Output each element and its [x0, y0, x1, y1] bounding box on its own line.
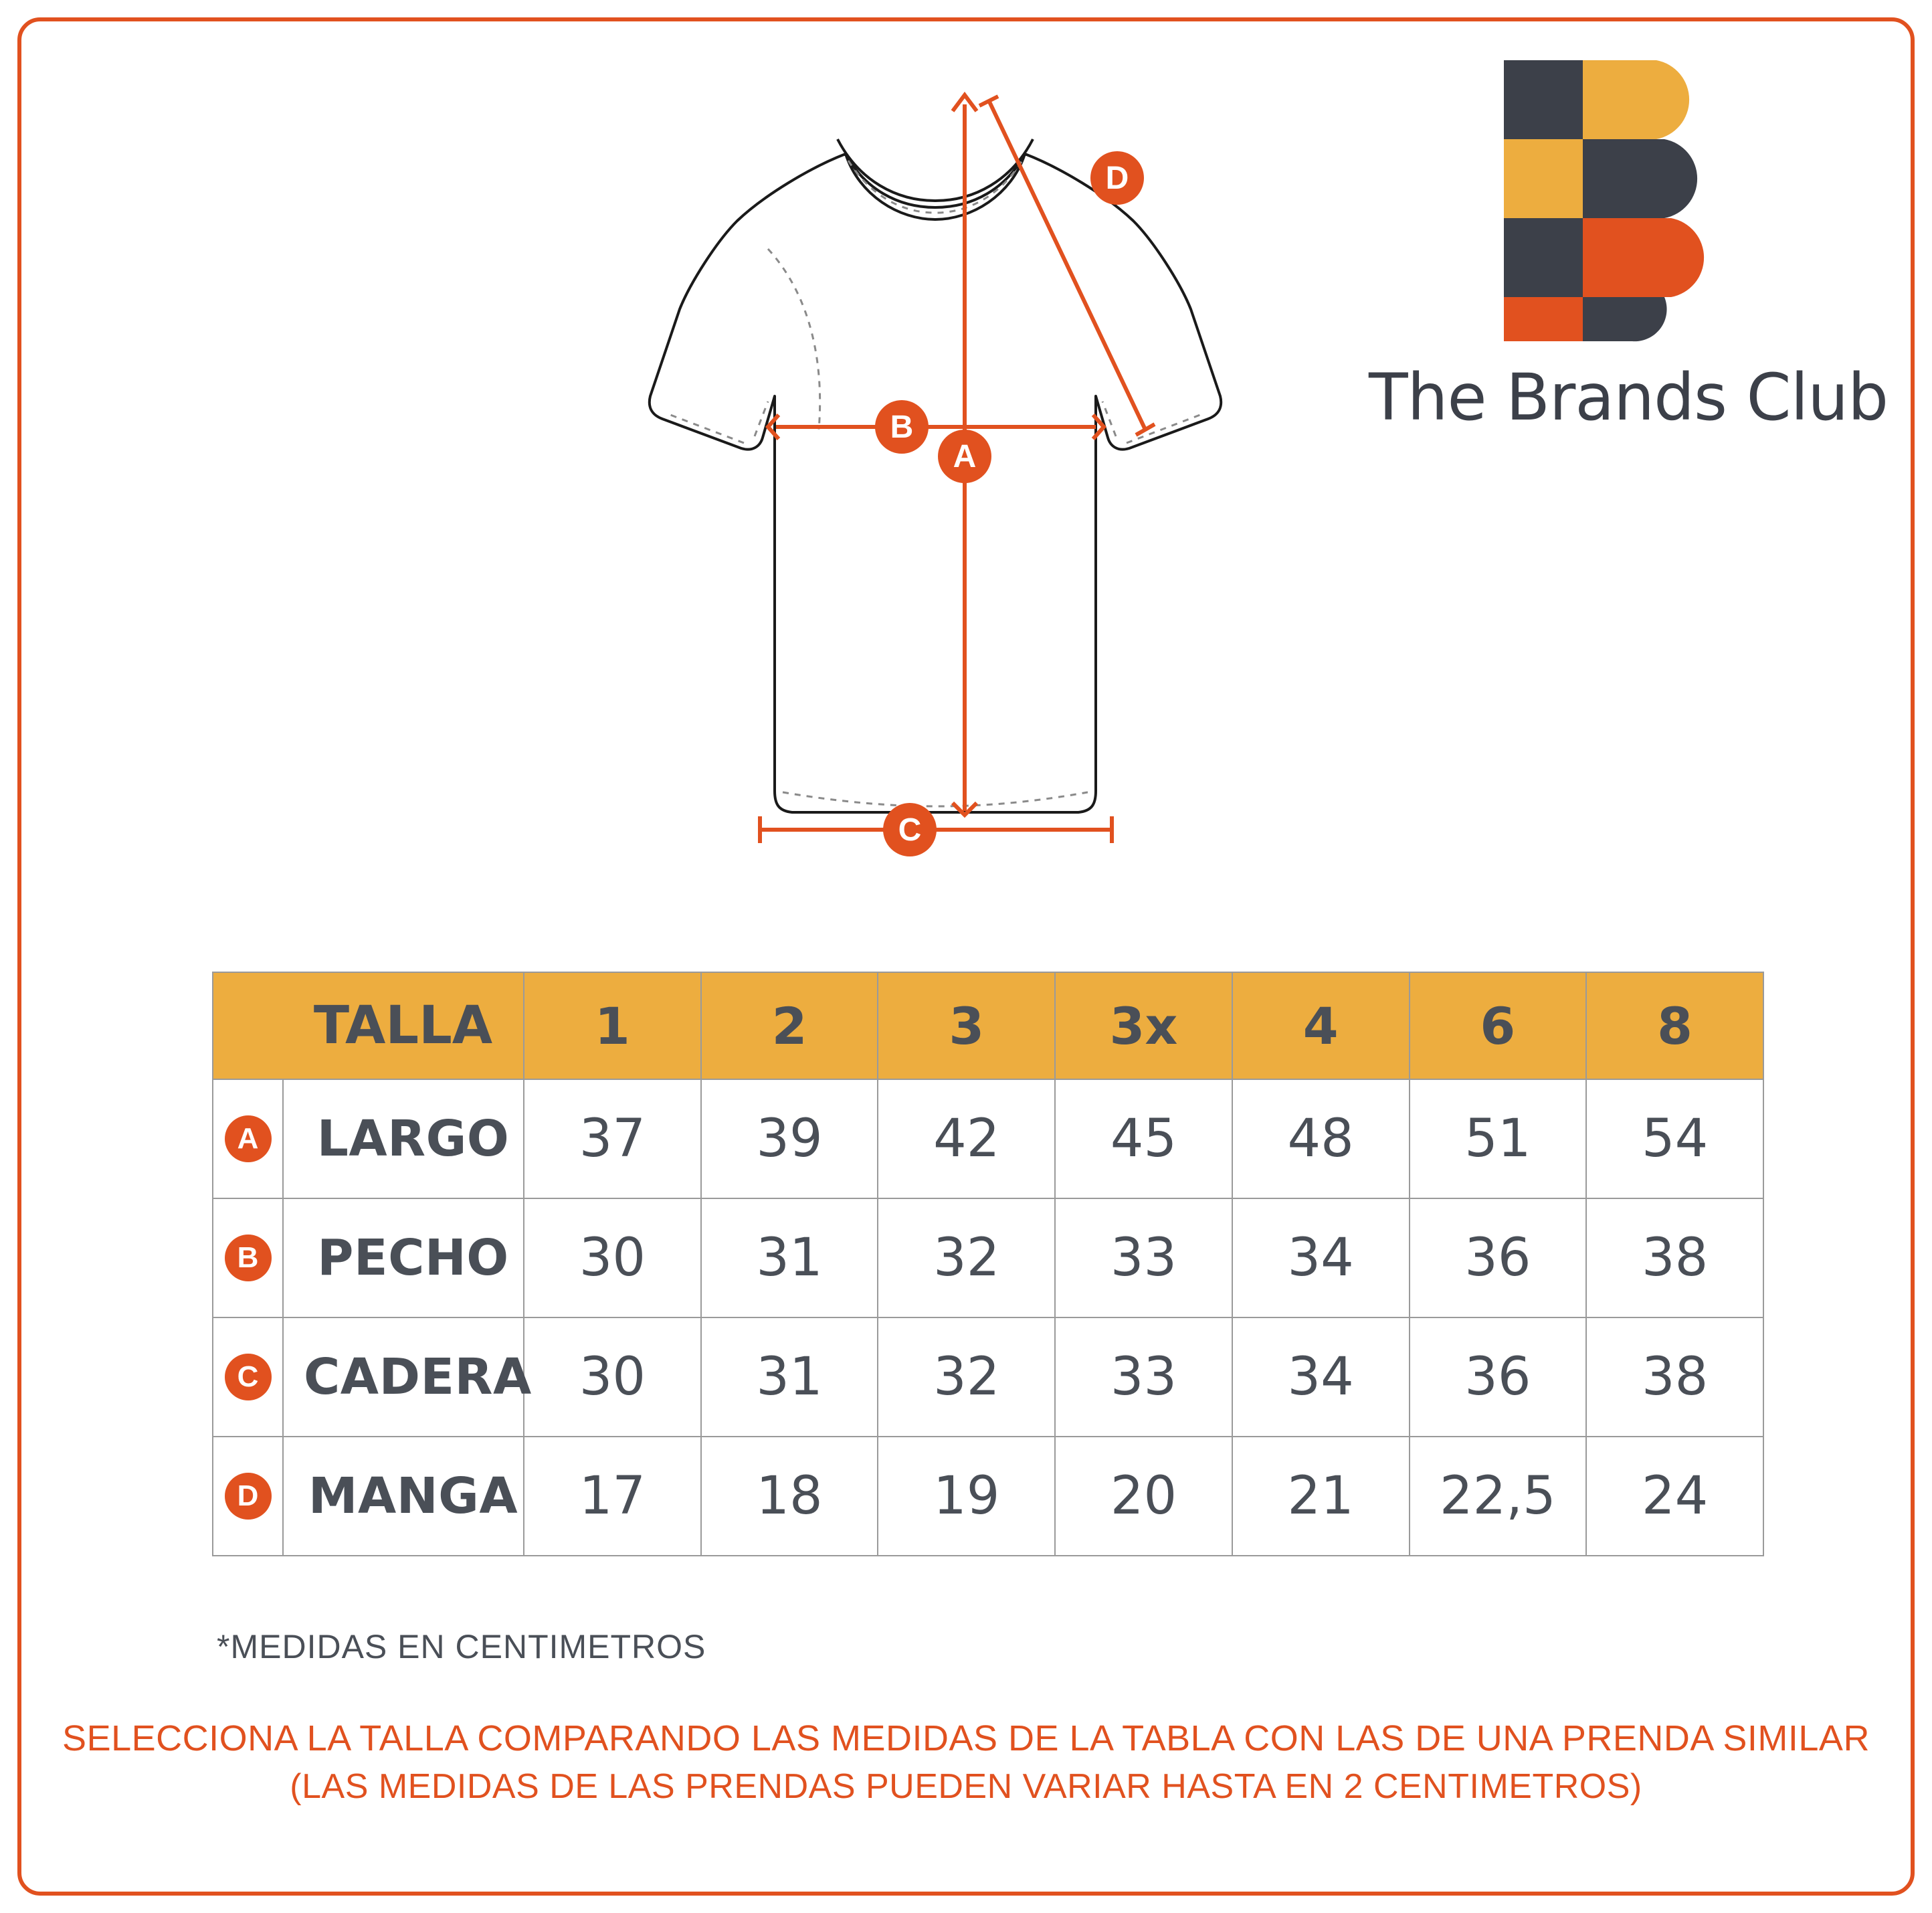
units-note: *MEDIDAS EN CENTIMETROS [217, 1628, 706, 1665]
cell-pecho-6: 36 [1410, 1198, 1587, 1317]
row-label-largo: LARGO [283, 1079, 524, 1198]
header-size-6: 6 [1410, 972, 1587, 1079]
cell-pecho-2: 31 [701, 1198, 878, 1317]
tshirt-measurement-diagram [610, 82, 1359, 925]
header-size-4: 4 [1232, 972, 1410, 1079]
cell-cadera-8: 38 [1586, 1317, 1763, 1437]
size-table-container [212, 972, 1764, 1556]
cell-largo-1: 37 [524, 1079, 701, 1198]
cell-manga-2: 18 [701, 1437, 878, 1556]
footer-line-2: (LAS MEDIDAS DE LAS PRENDAS PUEDEN VARIAR HASTA EN 2 CENTIMETROS) [290, 1766, 1642, 1806]
cell-manga-4: 21 [1232, 1437, 1410, 1556]
svg-text:C: C [898, 812, 922, 848]
table-row [213, 1437, 1763, 1556]
table-header-row [213, 972, 1763, 1079]
cell-cadera-6: 36 [1410, 1317, 1587, 1437]
badge-b-icon: B [225, 1235, 272, 1281]
cell-pecho-8: 38 [1586, 1198, 1763, 1317]
row-badge-b [213, 1198, 283, 1317]
header-size-8: 8 [1586, 972, 1763, 1079]
size-table-body [213, 1079, 1763, 1556]
row-badge-a [213, 1079, 283, 1198]
row-label-manga: MANGA [283, 1437, 524, 1556]
header-talla: TALLA [283, 972, 524, 1079]
cell-largo-2: 39 [701, 1079, 878, 1198]
cell-pecho-4: 34 [1232, 1198, 1410, 1317]
row-label-cadera: CADERA [283, 1317, 524, 1437]
cell-manga-1: 17 [524, 1437, 701, 1556]
cell-largo-4: 48 [1232, 1079, 1410, 1198]
cell-largo-3: 42 [878, 1079, 1055, 1198]
svg-text:A: A [953, 439, 977, 474]
badge-d-icon: D [225, 1473, 272, 1520]
badge-a-icon: A [225, 1115, 272, 1162]
row-badge-d [213, 1437, 283, 1556]
brand-logo [1369, 54, 1889, 435]
table-row [213, 1317, 1763, 1437]
cell-manga-3: 19 [878, 1437, 1055, 1556]
header-size-1: 1 [524, 972, 701, 1079]
cell-pecho-1: 30 [524, 1198, 701, 1317]
row-badge-c [213, 1317, 283, 1437]
cell-cadera-3x: 33 [1055, 1317, 1232, 1437]
header-size-2: 2 [701, 972, 878, 1079]
row-label-pecho: PECHO [283, 1198, 524, 1317]
svg-text:B: B [890, 409, 914, 445]
cell-cadera-4: 34 [1232, 1317, 1410, 1437]
cell-largo-3x: 45 [1055, 1079, 1232, 1198]
page-border-frame [17, 17, 1915, 1896]
cell-manga-6: 22,5 [1410, 1437, 1587, 1556]
cell-largo-8: 54 [1586, 1079, 1763, 1198]
brand-name: The Brands Club [1369, 360, 1889, 435]
svg-text:D: D [1105, 161, 1129, 196]
cell-manga-3x: 20 [1055, 1437, 1232, 1556]
brand-logo-mark-icon [1489, 54, 1743, 348]
header-size-3: 3 [878, 972, 1055, 1079]
cell-pecho-3: 32 [878, 1198, 1055, 1317]
size-table-head [213, 972, 1763, 1079]
cell-pecho-3x: 33 [1055, 1198, 1232, 1317]
cell-manga-8: 24 [1586, 1437, 1763, 1556]
cell-cadera-1: 30 [524, 1317, 701, 1437]
cell-cadera-3: 32 [878, 1317, 1055, 1437]
table-row [213, 1198, 1763, 1317]
header-badge-spacer [213, 972, 283, 1079]
cell-largo-6: 51 [1410, 1079, 1587, 1198]
table-row [213, 1079, 1763, 1198]
badge-c-icon: C [225, 1354, 272, 1400]
cell-cadera-2: 31 [701, 1317, 878, 1437]
footer-instructions [21, 1714, 1911, 1810]
size-table [212, 972, 1764, 1556]
footer-line-1: SELECCIONA LA TALLA COMPARANDO LAS MEDIDAS DE LA TABLA CON LAS DE UNA PRENDA SIMILAR [62, 1718, 1870, 1758]
header-size-3x: 3x [1055, 972, 1232, 1079]
